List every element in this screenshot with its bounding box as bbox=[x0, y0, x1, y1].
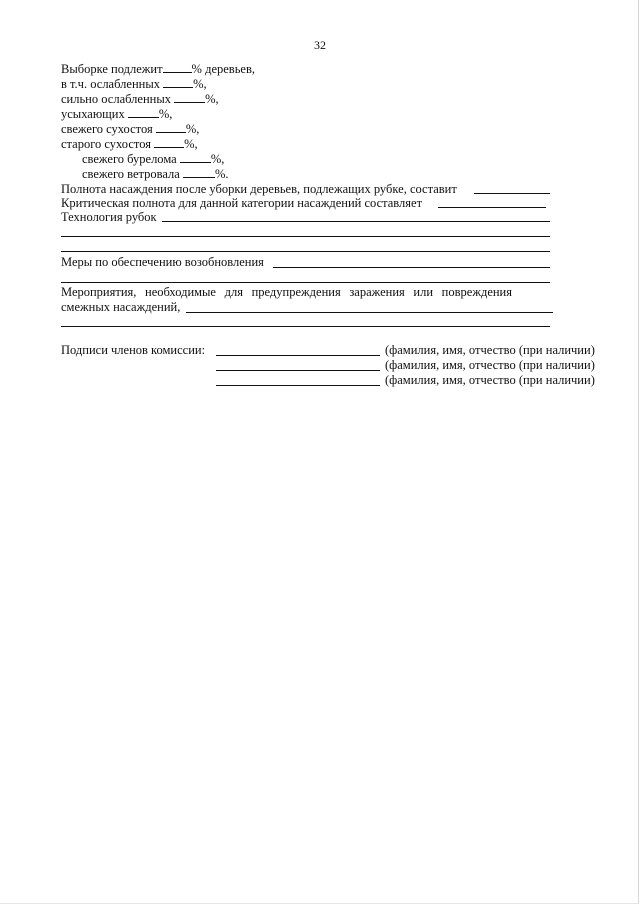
page-number: 32 bbox=[314, 38, 326, 52]
heavily-weakened-line bbox=[61, 92, 219, 107]
selection-label: Выборке подлежит bbox=[61, 62, 163, 76]
cutting-technology-field-3[interactable] bbox=[61, 251, 550, 252]
regeneration-line bbox=[61, 255, 264, 270]
signature-field-3[interactable] bbox=[216, 385, 380, 386]
regeneration-label: Меры по обеспечению возобновления bbox=[61, 255, 264, 269]
fresh-deadwood-line bbox=[61, 122, 199, 137]
selection-line bbox=[61, 62, 255, 77]
density-after-line bbox=[61, 182, 457, 197]
selection-suffix: % деревьев, bbox=[191, 62, 255, 76]
fresh-windfall-percent-field[interactable] bbox=[183, 167, 215, 178]
fresh-deadwood-label: свежего сухостоя bbox=[61, 122, 153, 136]
drying-percent-field[interactable] bbox=[128, 107, 159, 118]
fresh-deadwood-suffix: %, bbox=[185, 122, 200, 136]
critical-density-line bbox=[61, 196, 422, 211]
old-deadwood-percent-field[interactable] bbox=[154, 137, 184, 148]
weakened-percent-field[interactable] bbox=[163, 77, 193, 88]
heavily-weakened-percent-field[interactable] bbox=[174, 92, 205, 103]
density-after-field[interactable] bbox=[474, 193, 550, 194]
cutting-technology-line bbox=[61, 210, 157, 225]
prevention-line-2 bbox=[61, 300, 180, 315]
fresh-windbreak-line bbox=[82, 152, 224, 167]
fresh-windfall-label: свежего ветровала bbox=[82, 167, 180, 181]
cutting-technology-field-2[interactable] bbox=[61, 236, 550, 237]
cutting-technology-field[interactable] bbox=[162, 221, 550, 222]
heavily-weakened-label: сильно ослабленных bbox=[61, 92, 171, 106]
weakened-suffix: %, bbox=[193, 77, 207, 91]
weakened-line bbox=[61, 77, 207, 92]
cutting-technology-label: Технология рубок bbox=[61, 210, 157, 224]
signatures-label-line bbox=[61, 343, 205, 358]
signature-note-3: (фамилия, имя, отчество (при наличии) bbox=[385, 373, 595, 387]
signatures-label: Подписи членов комиссии: bbox=[61, 343, 206, 357]
prevention-field-2[interactable] bbox=[61, 326, 550, 327]
drying-line bbox=[61, 107, 172, 122]
signature-field-1[interactable] bbox=[216, 355, 380, 356]
fresh-windbreak-percent-field[interactable] bbox=[180, 152, 211, 163]
critical-density-field[interactable] bbox=[438, 207, 546, 208]
regeneration-field[interactable] bbox=[273, 267, 550, 268]
prevention-line-1 bbox=[61, 285, 512, 300]
heavily-weakened-suffix: %, bbox=[205, 92, 219, 106]
old-deadwood-suffix: %, bbox=[184, 137, 198, 151]
fresh-windbreak-label: свежего бурелома bbox=[82, 152, 177, 166]
selection-percent-field[interactable] bbox=[163, 62, 192, 73]
signature-note-2: (фамилия, имя, отчество (при наличии) bbox=[385, 358, 595, 372]
regeneration-field-2[interactable] bbox=[61, 282, 550, 283]
fresh-windfall-line bbox=[82, 167, 228, 182]
prevention-label-2: смежных насаждений, bbox=[61, 300, 181, 314]
drying-label: усыхающих bbox=[61, 107, 125, 121]
prevention-field[interactable] bbox=[186, 312, 553, 313]
prevention-label-1: Мероприятия, необходимые для предупреждения заражения или повреждения bbox=[61, 285, 512, 299]
old-deadwood-line bbox=[61, 137, 198, 152]
old-deadwood-label: старого сухостоя bbox=[61, 137, 151, 151]
signature-note-1: (фамилия, имя, отчество (при наличии) bbox=[385, 343, 595, 357]
fresh-windfall-suffix: %. bbox=[214, 167, 229, 181]
fresh-windbreak-suffix: %, bbox=[210, 152, 225, 166]
signature-field-2[interactable] bbox=[216, 370, 380, 371]
critical-density-label: Критическая полнота для данной категории насаждений составляет bbox=[61, 196, 423, 210]
weakened-label: в т.ч. ослабленных bbox=[61, 77, 160, 91]
fresh-deadwood-percent-field[interactable] bbox=[156, 122, 186, 133]
drying-suffix: %, bbox=[158, 107, 173, 121]
density-after-label: Полнота насаждения после уборки деревьев, подлежащих рубке, составит bbox=[61, 182, 457, 196]
